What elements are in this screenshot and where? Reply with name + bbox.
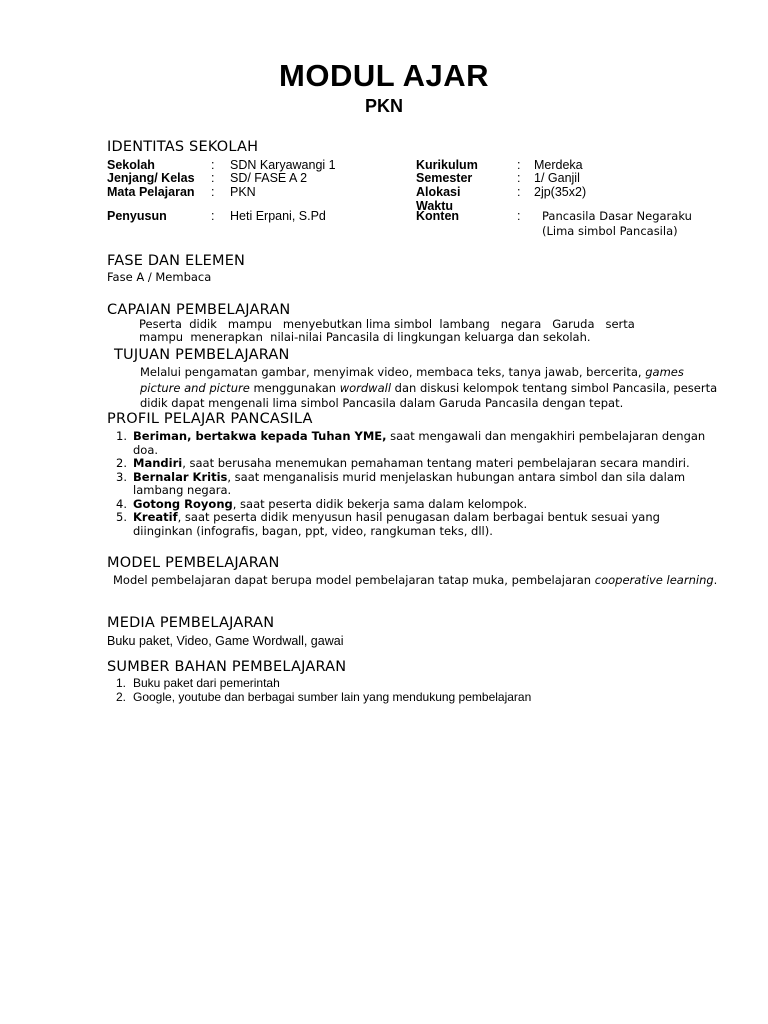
value-alokasi-waktu: 2jp(35x2) [534,185,587,199]
list-number: 1. [116,429,127,443]
model-text: Model pembelajaran dapat berupa model pembelajaran tatap muka, pembelajaran [113,573,595,587]
tujuan-italic-wordwall: wordwall [339,380,392,395]
heading-tujuan-pembelajaran: TUJUAN PEMBELAJARAN [114,347,290,363]
list-item-text: , saat menganalisis murid menjelaskan hubungan antara simbol dan sila dalam lambang negara. [133,469,686,497]
value-mata-pelajaran: PKN [230,185,256,199]
list-item-bold: Gotong Royong [133,496,233,511]
separator: : [211,209,215,223]
label-penyusun: Penyusun [107,209,167,223]
heading-identitas-sekolah: IDENTITAS SEKOLAH [107,139,259,155]
separator: : [211,171,215,185]
tujuan-paragraph [140,365,720,412]
heading-fase-dan-elemen: FASE DAN ELEMEN [107,253,246,269]
list-item-bold: Mandiri [133,456,183,470]
label-kurikulum: Kurikulum [416,158,478,172]
separator: : [517,209,521,223]
label-semester: Semester [416,171,473,185]
document-subtitle: PKN [364,96,403,116]
list-number: 2. [116,690,127,704]
media-text: Buku paket, Video, Game Wordwall, gawai [107,634,344,648]
list-item-text: , saat peserta didik menyusun hasil penugasan dalam berbagai bentuk sesuai yang diinginkan (infografis, bagan, ppt, video, rangkuman teks, dll). [133,510,660,538]
list-item-bold: Beriman, bertakwa kepada Tuhan YME, [133,429,387,443]
list-item-text: Google, youtube dan berbagai sumber lain yang mendukung pembelajaran [133,690,532,704]
list-item-text: Buku paket dari pemerintah [133,676,280,690]
value-sekolah: SDN Karyawangi 1 [230,158,336,172]
tujuan-text-1: Melalui pengamatan gambar, menyimak video, membaca teks, tanya jawab, bercerita, [140,365,646,379]
separator: : [517,185,521,199]
list-number: 4. [116,496,127,511]
list-number: 5. [116,510,127,524]
separator: : [517,171,521,185]
separator: : [211,158,215,172]
model-paragraph [113,573,723,589]
list-number: 3. [116,469,127,484]
list-item [107,690,722,704]
heading-media-pembelajaran: MEDIA PEMBELAJARAN [107,615,275,631]
heading-model-pembelajaran: MODEL PEMBELAJARAN [107,555,280,571]
value-penyusun: Heti Erpani, S.Pd [230,209,326,223]
model-text-end: . [713,573,718,587]
label-sekolah: Sekolah [107,158,155,172]
heading-profil-pelajar-pancasila: PROFIL PELAJAR PANCASILA [107,411,313,427]
list-item-text: saat mengawali dan mengakhiri pembelajaran dengan doa. [133,429,706,457]
value-konten: Pancasila Dasar Negaraku (Lima simbol Pancasila) [542,209,692,238]
label-mata-pelajaran: Mata Pelajaran [107,185,195,199]
tujuan-text-2: menggunakan [249,380,340,395]
list-number: 2. [116,456,127,470]
fase-text: Fase A / Membaca [107,270,212,284]
value-jenjang-kelas: SD/ FASE A 2 [230,171,308,185]
sumber-list [107,676,722,704]
capaian-line-1: Peserta didik mampu menyebutkan lima simbol lambang negara Garuda serta [139,317,635,331]
document-title: MODUL AJAR [279,58,489,93]
tujuan-italic-games: games picture and picture [140,365,684,395]
capaian-line-2: mampu menerapkan nilai-nilai Pancasila di lingkungan keluarga dan sekolah. [139,330,591,344]
list-item [107,511,722,538]
heading-sumber-bahan-pembelajaran: SUMBER BAHAN PEMBELAJARAN [107,659,347,675]
heading-capaian-pembelajaran: CAPAIAN PEMBELAJARAN [107,302,291,318]
list-number: 1. [116,676,127,690]
list-item-bold: Kreatif [133,510,178,524]
value-kurikulum: Merdeka [534,158,583,172]
list-item-bold: Bernalar Kritis [133,469,228,484]
list-item [107,430,722,457]
list-item [107,498,722,512]
profil-list [107,430,722,538]
list-item [107,676,722,690]
list-item-text: , saat berusaha menemukan pemahaman tentang materi pembelajaran secara mandiri. [182,456,690,470]
tujuan-text-3: dan diskusi kelompok tentang simbol Pancasila, peserta didik dapat mengenali lima simbol Pancasila dalam Garuda Pancasila dengan tepat. [140,380,718,410]
separator: : [211,185,215,199]
list-item [107,457,722,471]
model-italic: cooperative learning [594,573,714,587]
separator: : [517,158,521,172]
label-konten: Konten [416,209,460,223]
label-jenjang-kelas: Jenjang/ Kelas [107,171,195,185]
value-semester: 1/ Ganjil [534,171,580,185]
label-alokasi-waktu: Alokasi Waktu [416,185,461,213]
list-item-text: , saat peserta didik bekerja sama dalam kelompok. [232,496,528,511]
list-item [107,471,722,498]
